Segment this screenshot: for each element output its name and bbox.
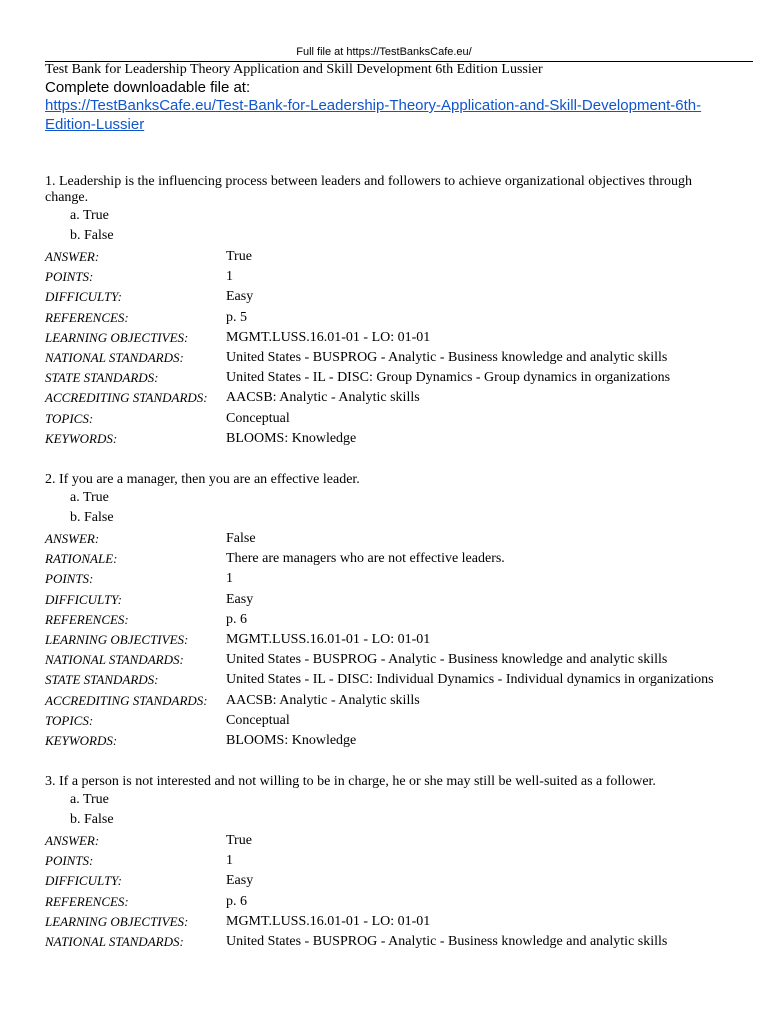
meta-value: p. 6 <box>226 611 247 627</box>
meta-label: LEARNING OBJECTIVES: <box>45 913 189 929</box>
question-2-meta-row <box>45 652 745 672</box>
question-1-choice-a: a. True <box>70 208 109 223</box>
meta-value: There are managers who are not effective leaders. <box>226 551 505 567</box>
question-2-meta-row <box>45 632 745 652</box>
question-2-meta-row <box>45 571 745 591</box>
question-2-meta-row <box>45 713 745 733</box>
meta-label: STATE STANDARDS: <box>45 672 159 688</box>
meta-value: United States - IL - DISC: Individual Dynamics - Individual dynamics in organizations <box>226 672 714 688</box>
question-1-meta-row <box>45 350 745 370</box>
question-1-meta-row <box>45 431 745 451</box>
meta-label: REFERENCES: <box>45 309 129 325</box>
meta-label: LEARNING OBJECTIVES: <box>45 329 189 345</box>
question-1-meta-row <box>45 289 745 309</box>
document-title: Test Bank for Leadership Theory Application and Skill Development 6th Edition Lussier <box>45 62 543 77</box>
meta-label: ANSWER: <box>45 531 100 546</box>
question-1-meta-row <box>45 411 745 431</box>
meta-value: False <box>226 531 256 546</box>
meta-value: United States - IL - DISC: Group Dynamics - Group dynamics in organizations <box>226 370 671 386</box>
meta-label: ACCREDITING STANDARDS: <box>45 692 208 708</box>
meta-value: AACSB: Analytic - Analytic skills <box>226 390 420 406</box>
meta-label: NATIONAL STANDARDS: <box>45 350 184 365</box>
meta-label: POINTS: <box>45 571 94 587</box>
meta-label: ANSWER: <box>45 833 100 848</box>
meta-value: Easy <box>226 289 254 305</box>
meta-value: MGMT.LUSS.16.01-01 - LO: 01-01 <box>226 913 431 929</box>
question-1-meta-row <box>45 249 745 269</box>
meta-value: BLOOMS: Knowledge <box>226 733 357 748</box>
meta-label: ANSWER: <box>45 249 100 264</box>
meta-value: p. 6 <box>226 893 247 909</box>
meta-value: p. 5 <box>226 309 247 325</box>
question-2-meta-row <box>45 592 745 612</box>
meta-value: MGMT.LUSS.16.01-01 - LO: 01-01 <box>226 329 431 345</box>
meta-label: REFERENCES: <box>45 893 129 909</box>
meta-label: LEARNING OBJECTIVES: <box>45 632 189 647</box>
meta-label: ACCREDITING STANDARDS: <box>45 390 208 406</box>
question-2-meta-row <box>45 693 745 713</box>
question-2-meta-row <box>45 531 745 551</box>
meta-label: DIFFICULTY: <box>45 873 122 889</box>
question-2-meta-row <box>45 612 745 632</box>
meta-value: True <box>226 249 252 264</box>
meta-value: BLOOMS: Knowledge <box>226 430 357 446</box>
question-2-meta-row <box>45 672 745 692</box>
meta-label: POINTS: <box>45 269 94 285</box>
meta-label: KEYWORDS: <box>45 430 118 446</box>
question-3-meta-row <box>45 914 745 934</box>
question-1-meta-row <box>45 269 745 289</box>
question-3-meta-row <box>45 833 745 853</box>
question-3-stem: 3. If a person is not interested and not willing to be in charge, he or she may still be well-suited as a follower. <box>45 774 656 789</box>
question-3-meta-row <box>45 934 745 954</box>
download-link[interactable]: https://TestBanksCafe.eu/Test-Bank-for-Leadership-Theory-Application-and-Skill-Development-6th-Edition-Lussier <box>45 97 702 133</box>
question-1-meta-row <box>45 370 745 390</box>
meta-label: NATIONAL STANDARDS: <box>45 652 184 668</box>
question-2-meta-row <box>45 733 745 753</box>
question-3-meta-row <box>45 873 745 893</box>
meta-label: POINTS: <box>45 853 94 869</box>
download-label: Complete downloadable file at: <box>45 79 251 96</box>
meta-value: United States - BUSPROG - Analytic - Business knowledge and analytic skills <box>226 350 668 365</box>
meta-label: KEYWORDS: <box>45 733 118 748</box>
meta-label: STATE STANDARDS: <box>45 370 159 386</box>
question-2-meta-row <box>45 551 745 571</box>
meta-value: Conceptual <box>226 712 290 728</box>
question-3-choice-a: a. True <box>70 792 109 807</box>
question-1-stem: 1. Leadership is the influencing process between leaders and followers to achieve organizational objectives through change. <box>45 174 693 205</box>
meta-value: Easy <box>226 591 254 607</box>
meta-label: NATIONAL STANDARDS: <box>45 934 184 949</box>
question-3-meta-row <box>45 894 745 914</box>
meta-label: DIFFICULTY: <box>45 591 122 607</box>
question-1-meta-row <box>45 390 745 410</box>
meta-label: TOPICS: <box>45 712 94 728</box>
question-1-meta-row <box>45 310 745 330</box>
meta-value: AACSB: Analytic - Analytic skills <box>226 692 420 708</box>
question-1-meta-row <box>45 330 745 350</box>
question-2-choice-b: b. False <box>70 510 114 525</box>
meta-label: REFERENCES: <box>45 611 129 627</box>
meta-value: United States - BUSPROG - Analytic - Business knowledge and analytic skills <box>226 652 668 668</box>
meta-value: 1 <box>226 269 233 285</box>
question-2-choice-a: a. True <box>70 490 109 505</box>
meta-label: RATIONALE: <box>45 551 118 567</box>
meta-value: Conceptual <box>226 410 290 426</box>
meta-value: MGMT.LUSS.16.01-01 - LO: 01-01 <box>226 632 431 647</box>
meta-value: United States - BUSPROG - Analytic - Business knowledge and analytic skills <box>226 934 668 949</box>
meta-label: TOPICS: <box>45 410 94 426</box>
question-3-meta-row <box>45 853 745 873</box>
meta-label: DIFFICULTY: <box>45 289 122 305</box>
meta-value: 1 <box>226 853 233 869</box>
question-2-stem: 2. If you are a manager, then you are an effective leader. <box>45 472 360 487</box>
header-note: Full file at https://TestBanksCafe.eu/ <box>296 46 472 58</box>
question-1-choice-b: b. False <box>70 228 114 243</box>
meta-value: Easy <box>226 873 254 889</box>
question-3-choice-b: b. False <box>70 812 114 827</box>
meta-value: True <box>226 833 252 848</box>
meta-value: 1 <box>226 571 233 587</box>
